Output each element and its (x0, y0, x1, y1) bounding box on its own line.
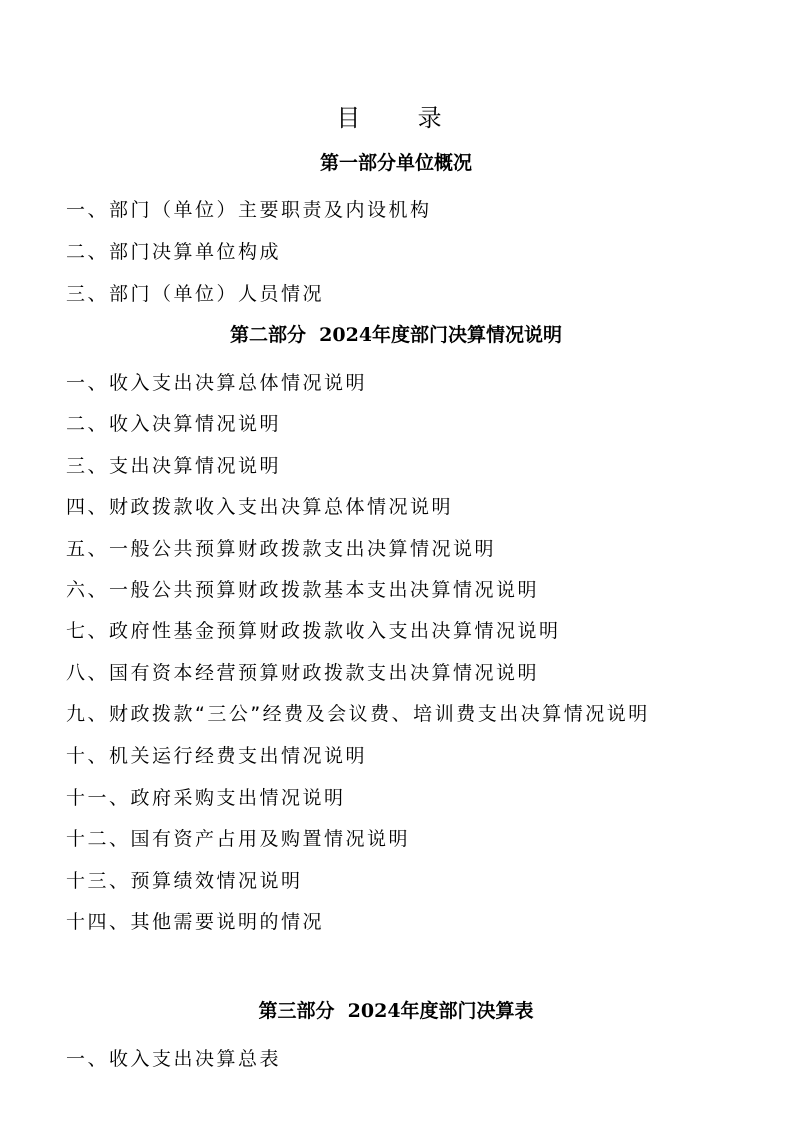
part-2-heading: 第二部分 2024年度部门决算情况说明 (229, 324, 563, 346)
toc-item: 一、收入支出决算总体情况说明 (66, 372, 368, 394)
toc-item: 一、收入支出决算总表 (66, 1048, 282, 1070)
toc-item: 七、政府性基金预算财政拨款收入支出决算情况说明 (66, 620, 561, 642)
toc-item: 三、支出决算情况说明 (66, 455, 282, 477)
toc-item: 一、部门（单位）主要职责及内设机构 (66, 199, 432, 221)
toc-title: 目 录 (336, 104, 456, 132)
toc-item: 十、机关运行经费支出情况说明 (66, 745, 368, 767)
toc-item: 二、部门决算单位构成 (66, 241, 282, 263)
toc-item: 八、国有资本经营预算财政拨款支出决算情况说明 (66, 662, 540, 684)
toc-item: 十二、国有资产占用及购置情况说明 (66, 828, 411, 850)
part-3-heading: 第三部分 2024年度部门决算表 (258, 1000, 534, 1022)
toc-item: 十三、预算绩效情况说明 (66, 870, 303, 892)
toc-item: 五、一般公共预算财政拨款支出决算情况说明 (66, 538, 497, 560)
toc-item: 六、一般公共预算财政拨款基本支出决算情况说明 (66, 579, 540, 601)
part-1-heading: 第一部分单位概况 (319, 152, 472, 174)
toc-item: 十一、政府采购支出情况说明 (66, 787, 346, 809)
toc-item: 二、收入决算情况说明 (66, 413, 282, 435)
toc-item: 三、部门（单位）人员情况 (66, 283, 325, 305)
toc-item: 十四、其他需要说明的情况 (66, 911, 325, 933)
toc-item: 四、财政拨款收入支出决算总体情况说明 (66, 496, 454, 518)
toc-item: 九、财政拨款“三公”经费及会议费、培训费支出决算情况说明 (66, 703, 650, 725)
